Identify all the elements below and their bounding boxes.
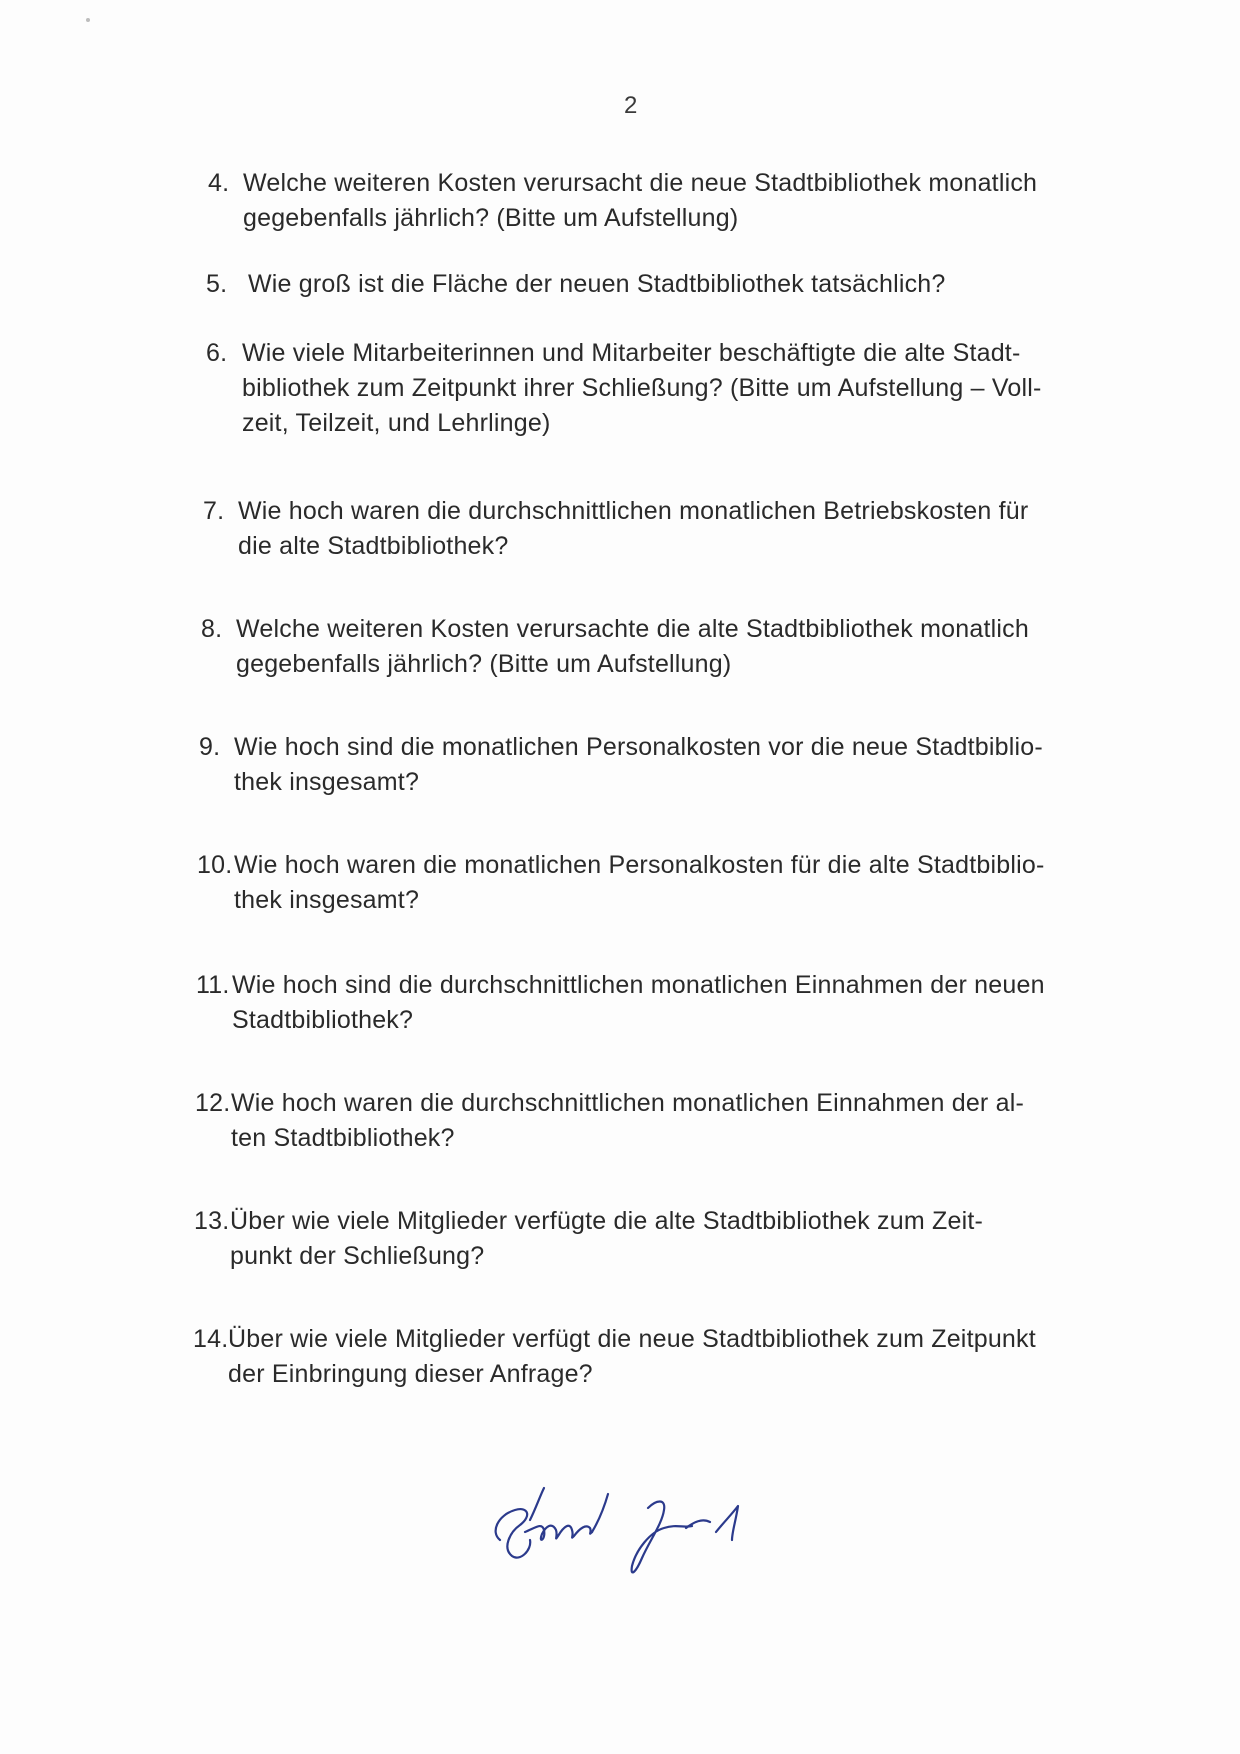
question-item-10 bbox=[197, 848, 1097, 918]
question-item-7 bbox=[203, 494, 1103, 564]
question-number: 5. bbox=[206, 270, 228, 298]
question-text: Über wie viele Mitglieder verfügt die neue Stadtbibliothek zum Zeitpunkt der Einbringung dieser Anfrage? bbox=[228, 1325, 1036, 1388]
question-number: 14. bbox=[193, 1325, 229, 1353]
signature-icon bbox=[480, 1470, 760, 1580]
question-text: Welche weiteren Kosten verursacht die neue Stadtbibliothek monatlich gegebenfalls jährlich? (Bitte um Aufstellung) bbox=[243, 169, 1038, 232]
question-text: Wie hoch sind die monatlichen Personalkosten vor die neue Stadtbiblio- thek insgesamt? bbox=[234, 733, 1043, 796]
question-number: 11. bbox=[196, 971, 230, 999]
question-number: 8. bbox=[201, 615, 223, 643]
question-item-11 bbox=[196, 968, 1096, 1038]
question-item-9 bbox=[199, 730, 1099, 800]
question-text: Wie groß ist die Fläche der neuen Stadtbibliothek tatsächlich? bbox=[248, 270, 946, 298]
question-text: Wie hoch waren die monatlichen Personalkosten für die alte Stadtbiblio- thek insgesamt? bbox=[234, 851, 1045, 914]
question-text: Wie hoch sind die durchschnittlichen monatlichen Einnahmen der neuen Stadtbibliothek? bbox=[232, 971, 1045, 1034]
question-number: 13. bbox=[194, 1207, 230, 1235]
question-text: Über wie viele Mitglieder verfügte die alte Stadtbibliothek zum Zeit- punkt der Schließung? bbox=[230, 1207, 984, 1270]
question-item-6 bbox=[206, 336, 1106, 441]
question-number: 9. bbox=[199, 733, 221, 761]
question-text: Wie viele Mitarbeiterinnen und Mitarbeiter beschäftigte die alte Stadt- bibliothek zum Zeitpunkt ihrer Schließung? (Bitte um Aufstellung – Voll- zeit, Teilzeit, und Lehrlinge) bbox=[242, 339, 1042, 437]
scan-speck bbox=[86, 18, 90, 22]
question-number: 4. bbox=[208, 169, 230, 197]
question-text: Wie hoch waren die durchschnittlichen monatlichen Betriebskosten für die alte Stadtbibliothek? bbox=[238, 497, 1029, 560]
question-item-12 bbox=[195, 1086, 1095, 1156]
question-number: 12. bbox=[195, 1089, 231, 1117]
question-text: Welche weiteren Kosten verursachte die alte Stadtbibliothek monatlich gegebenfalls jährlich? (Bitte um Aufstellung) bbox=[236, 615, 1029, 678]
question-item-14 bbox=[193, 1322, 1093, 1392]
question-item-5 bbox=[206, 267, 1106, 302]
question-number: 10. bbox=[197, 851, 233, 879]
question-number: 7. bbox=[203, 497, 225, 525]
question-item-8 bbox=[201, 612, 1101, 682]
question-number: 6. bbox=[206, 339, 228, 367]
question-text: Wie hoch waren die durchschnittlichen monatlichen Einnahmen der al- ten Stadtbibliothek? bbox=[231, 1089, 1024, 1152]
page-number: 2 bbox=[624, 92, 638, 119]
question-item-4 bbox=[208, 166, 1108, 236]
question-item-13 bbox=[194, 1204, 1094, 1274]
